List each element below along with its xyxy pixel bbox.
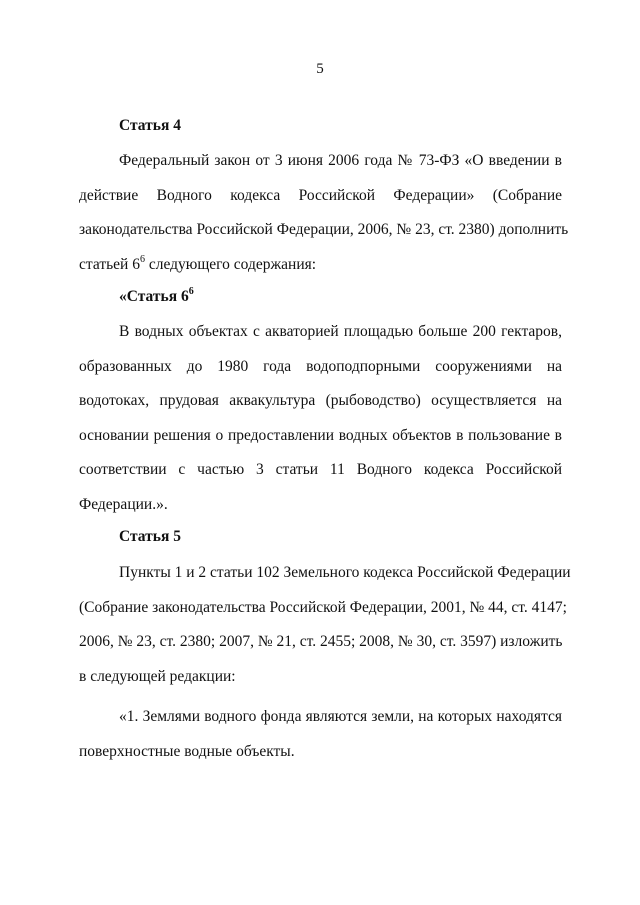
- article-6-6-line-3: водотоках, прудовая аквакультура (рыбоводство) осуществляется на: [79, 392, 562, 409]
- article-5-line-1: Пункты 1 и 2 статьи 102 Земельного кодекса Российской Федерации: [119, 564, 571, 581]
- item-1-line-2: поверхностные водные объекты.: [79, 742, 295, 760]
- article-6-6-line-2: образованных до 1980 года водоподпорными сооружениями на: [79, 357, 562, 375]
- item-1-line-1: «1. Землями водного фонда являются земли, на которых находятся: [119, 708, 562, 725]
- article-5-heading: Статья 5: [119, 528, 181, 545]
- article-4-superscript: 6: [139, 253, 145, 265]
- article-6-6-line-5: соответствии с частью 3 статьи 11 Водного кодекса Российской: [79, 461, 562, 478]
- article-6-6-heading-superscript: 6: [188, 286, 194, 297]
- article-4-line-4-prefix: статьей 6: [79, 255, 140, 273]
- item-1-body: [79, 700, 562, 769]
- article-5-body: [79, 556, 571, 694]
- article-6-6-heading: [119, 288, 194, 306]
- article-6-6-heading-text: «Статья 6: [119, 288, 189, 305]
- article-4-body: [79, 144, 569, 282]
- article-6-6-line-6: Федерации.».: [79, 495, 168, 513]
- article-6-6-line-1: В водных объектах с акваторией площадью больше 200 гектаров,: [119, 323, 562, 340]
- article-6-6-body: [79, 315, 562, 522]
- article-4-heading: Статья 4: [119, 117, 181, 134]
- article-4-line-4-suffix: следующего содержания:: [144, 255, 317, 273]
- article-6-6-line-4: основании решения о предоставлении водных объектов в пользование в: [79, 426, 562, 444]
- article-5-line-3: 2006, № 23, ст. 2380; 2007, № 21, ст. 2455; 2008, № 30, ст. 3597) изложить: [79, 633, 563, 650]
- article-4-line-3: законодательства Российской Федерации, 2006, № 23, ст. 2380) дополнить: [79, 221, 569, 238]
- article-4-line-4: [79, 248, 562, 283]
- article-4-line-1: Федеральный закон от 3 июня 2006 года № 73-ФЗ «О введении в: [119, 152, 562, 169]
- article-4-line-2: действие Водного кодекса Российской Федерации» (Собрание: [79, 186, 562, 204]
- article-5-line-4: в следующей редакции:: [79, 667, 236, 685]
- article-5-line-2: (Собрание законодательства Российской Федерации, 2001, № 44, ст. 4147;: [79, 598, 567, 616]
- page-number: 5: [316, 61, 324, 77]
